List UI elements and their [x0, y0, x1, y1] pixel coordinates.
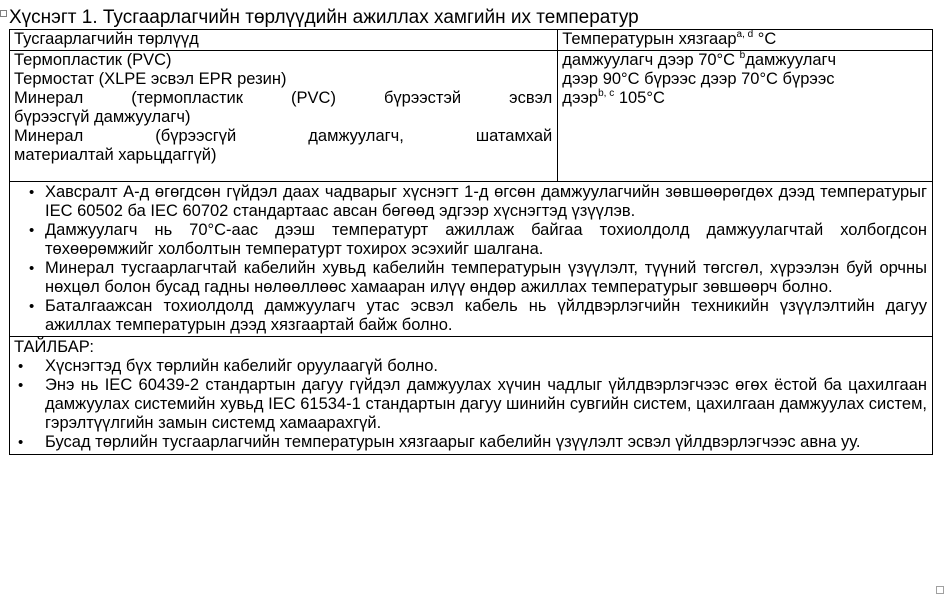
- temperature-line-3-a: дээр: [562, 89, 599, 107]
- temperature-line-3-sup: b, c: [598, 87, 615, 99]
- header-insulation-types: [10, 30, 558, 51]
- table-move-handle[interactable]: [0, 10, 7, 17]
- insulation-type-mineral-sheathed: Минерал (термопластик (PVC) бүрээстэй эсвэл: [14, 89, 553, 107]
- notes-title: ТАЙЛБАР:: [14, 338, 94, 356]
- notes-cell: [10, 337, 933, 455]
- note-item: • Энэ нь IEC 60439-2 стандартын дагуу гүйдэл дамжуулах хүчин чадлыг үйлдвэрлэгчээс өгөх ёстой ба цахилгаан дамжуулах системийн хувьд IEC 61534-1 стандартын дагуу шинийн сувгийн систем, цахилгаан дамжуулах систем, гэрэлтүүлгийн замын системд хамаарахгүй.: [14, 376, 927, 433]
- footnote-item: • Хавсралт А-д өгөгдсөн гүйдэл даах чадварыг хүснэгт 1-д өгсөн дамжуулагчийн зөвшөөрөгдөх дээд температурыг IEC 60502 ба IEC 60702 стандартаас авсан бөгөөд эдгээр хүснэгтэд үзүүлэв.: [14, 183, 927, 221]
- temperature-line-1-sup: b: [739, 49, 746, 61]
- insulation-type-thermoset: Термостат (XLPE эсвэл EPR резин): [14, 70, 287, 88]
- insulation-type-mineral-sheathed-cont: бүрээсгүй дамжуулагч): [14, 108, 191, 126]
- temperature-line-1-b: дамжуулагч: [745, 51, 837, 69]
- note-item: • Бусад төрлийн тусгаарлагчийн температурын хязгаарыг кабелийн үзүүлэлт эсвэл үйлдвэрлэгчээс авна уу.: [14, 433, 927, 452]
- header-temperature-label: Температурын хязгаар: [562, 30, 737, 48]
- header-insulation-types-label: Тусгаарлагчийн төрлүүд: [14, 30, 199, 48]
- header-temperature-unit: °С: [753, 30, 777, 48]
- insulation-type-mineral-bare: Минерал (бүрээсгүй дамжуулагч, шатамхай: [14, 127, 553, 145]
- insulation-types-cell: [10, 51, 558, 182]
- notes-row: [10, 337, 933, 455]
- temperature-line-3-b: 105°С: [614, 89, 665, 107]
- header-temperature-sup: a, d: [736, 28, 754, 40]
- temperature-line-1-a: дамжуулагч дээр 70°С: [562, 51, 740, 69]
- insulation-type-mineral-bare-cont: материалтай харьцдаггүй): [14, 146, 217, 164]
- footnotes-row: [10, 182, 933, 337]
- footnote-item: • Минерал тусгаарлагчтай кабелийн хувьд кабелийн температурын үзүүлэлт, түүний төгсгөл, хүрээлэн буй орчны нөхцөл болон бусад гадны нөлөөллөөс хамааран илүү өндөр ажиллах температурыг зөвшөөрч болно.: [14, 259, 927, 297]
- temperature-line-1: [562, 51, 927, 70]
- temperature-line-3: [562, 89, 927, 108]
- notes-list: [14, 357, 927, 452]
- table-caption: Хүснэгт 1. Тусгаарлагчийн төрлүүдийн ажиллах хамгийн их температур: [9, 7, 639, 28]
- note-item: • Хүснэгтэд бүх төрлийн кабелийг оруулаагүй болно.: [14, 357, 927, 376]
- footnote-item: • Баталгаажсан тохиолдолд дамжуулагч утас эсвэл кабель нь үйлдвэрлэгчийн техникийн үзүүлэлтийн дагуу ажиллах температурын дээд хязгаартай байж болно.: [14, 297, 927, 335]
- header-temperature-limit: [558, 30, 933, 51]
- insulation-type-pvc: Термопластик (PVC): [14, 51, 172, 69]
- temperature-values-cell: [558, 51, 933, 182]
- page-corner-mark: [936, 586, 944, 594]
- temperature-line-2: дээр 90°С бүрээс дээр 70°С бүрээс: [562, 70, 835, 88]
- table-header-row: [10, 30, 933, 51]
- footnote-item: • Дамжуулагч нь 70°С-аас дээш температурт ажиллаж байгаа тохиолдолд дамжуулагчтай холбогдсон төхөөрөмжийг холболтын температурт тохирох эсэхийг шалгана.: [14, 221, 927, 259]
- footnotes-cell: [10, 182, 933, 337]
- footnotes-list: [14, 183, 927, 335]
- table-data-row: [10, 51, 933, 182]
- temperature-limits-table: [9, 29, 933, 455]
